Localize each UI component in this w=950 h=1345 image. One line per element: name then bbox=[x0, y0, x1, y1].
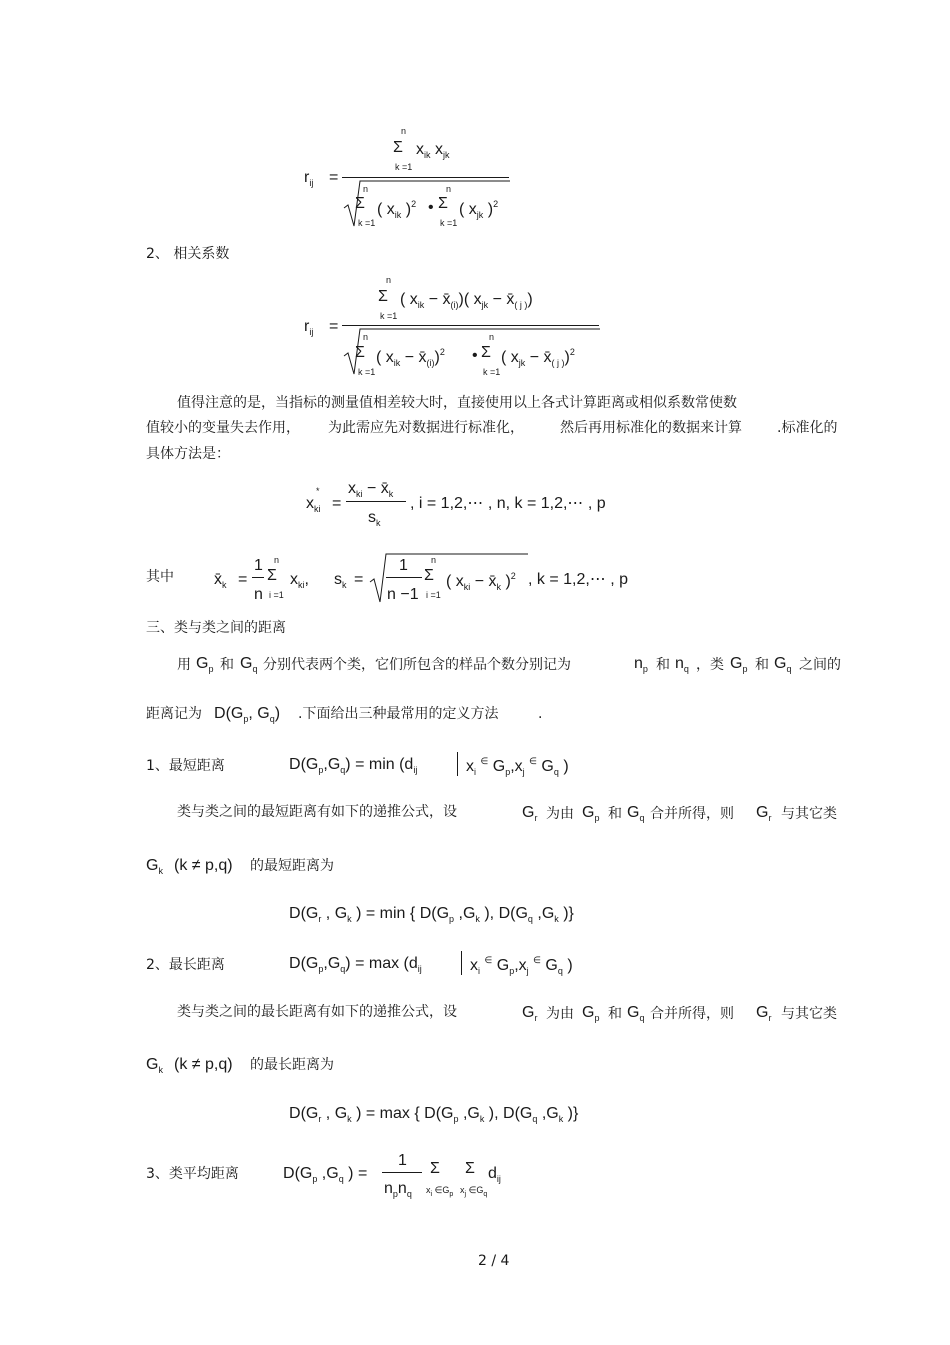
sum-upper-limit: n bbox=[446, 184, 452, 194]
heading-longest-distance: 2、最长距离 bbox=[146, 957, 225, 973]
text-fragment: . bbox=[538, 706, 543, 722]
mean-rhs: $x_{ki}$, bbox=[290, 571, 309, 590]
std-denominator: $s_k$ bbox=[368, 509, 381, 528]
sum-upper-limit: n bbox=[386, 275, 392, 285]
sum-icon: Σ bbox=[378, 288, 388, 305]
math-gq: $G_q$ bbox=[774, 655, 792, 674]
sum-upper-limit: n bbox=[489, 332, 495, 342]
sum-upper-limit: n bbox=[431, 555, 437, 565]
sum-lower-limit: k =1 bbox=[395, 162, 413, 172]
text-fragment: 的最长距离为 bbox=[250, 1057, 334, 1073]
fraction-bar bbox=[252, 577, 264, 578]
sum-lower-limit: k =1 bbox=[440, 218, 458, 228]
page-number: 2 / 4 bbox=[478, 1253, 510, 1269]
heading-average-distance: 3、类平均距离 bbox=[146, 1166, 239, 1182]
sum-icon: Σ bbox=[430, 1160, 440, 1177]
sum-icon: Σ bbox=[355, 344, 365, 361]
std-numerator: $x_{ki}$ − $x̄_k$ bbox=[348, 480, 394, 499]
label-where: 其中 bbox=[146, 569, 174, 585]
text-fragment: 和 bbox=[220, 657, 234, 673]
math-gq: $G_q$ bbox=[627, 804, 645, 823]
sum-lower-limit: i =1 bbox=[269, 590, 284, 600]
sd-lhs: $s_k$ bbox=[334, 571, 347, 590]
fraction-bar bbox=[382, 1172, 422, 1173]
math-d-gp-gq: $D(G_p,G_q) = \max (d_{ij}$ bbox=[289, 955, 422, 974]
fraction-bar bbox=[346, 501, 406, 502]
sum-lower-limit: $x_i$ $\in G_p$ bbox=[426, 1185, 454, 1198]
sum-icon: Σ bbox=[465, 1160, 475, 1177]
dot-operator: • bbox=[428, 199, 434, 216]
text-fragment: 合并所得，则 bbox=[650, 1006, 734, 1022]
sum-icon: Σ bbox=[481, 344, 491, 361]
text-fragment: 之间的 bbox=[799, 657, 841, 673]
divider bbox=[461, 951, 462, 975]
fraction-one: 1 bbox=[398, 1152, 407, 1169]
text-fragment: 和 bbox=[608, 1006, 622, 1022]
text-fragment: 分别代表两个类，它们所包含的样品个数分别记为 bbox=[263, 657, 571, 673]
fraction-npnq: $n_pn_q$ bbox=[384, 1180, 412, 1199]
sum-icon: Σ bbox=[438, 195, 448, 212]
paragraph-note-line-2d: .标准化的 bbox=[777, 420, 838, 436]
math-condition: $x_i$ ∈ $G_p,x_j$ ∈ $G_q$ ) bbox=[466, 756, 569, 777]
paragraph-note-line-1: 值得注意的是，当指标的测量值相差较大时，直接使用以上各式计算距离或相似系数常使数 bbox=[177, 395, 737, 411]
sum-icon: Σ bbox=[355, 195, 365, 212]
sum-icon: Σ bbox=[424, 567, 434, 584]
math-gp: $G_p$ bbox=[582, 1004, 600, 1023]
text-fragment: 和 bbox=[755, 657, 769, 673]
text-fragment: 类与类之间的最长距离有如下的递推公式，设 bbox=[177, 1004, 457, 1020]
equals-sign: = bbox=[332, 495, 342, 512]
text-fragment: .下面给出三种最常用的定义方法 bbox=[298, 706, 499, 722]
sum-lower-limit: k =1 bbox=[358, 218, 376, 228]
math-gr: $G_r$ bbox=[756, 1004, 772, 1023]
fraction-one: 1 bbox=[254, 557, 263, 574]
section-heading-cluster-distance: 三、类与类之间的距离 bbox=[146, 620, 286, 636]
sum-lower-limit: k =1 bbox=[483, 367, 501, 377]
text-fragment: 距离记为 bbox=[146, 706, 202, 722]
paragraph-note-line-2a: 值较小的变量失去作用， bbox=[146, 420, 300, 436]
equals-sign: = bbox=[329, 169, 339, 186]
star-mark: * bbox=[316, 486, 320, 496]
formula-min-recursion: $D(G_r$ , $G_k$ ) = min { $D(G_p$ $,G_k$ ), $D(G_q$ $,G_k$ )} bbox=[289, 905, 574, 924]
text-fragment: 和 bbox=[656, 657, 670, 673]
text-fragment: 与其它类 bbox=[781, 1006, 837, 1022]
math-nq: $n_q$ bbox=[675, 655, 689, 674]
fraction-bar bbox=[386, 577, 422, 578]
math-k-neq-pq: (k ≠ p,q) bbox=[174, 857, 233, 874]
math-gr: $G_r$ bbox=[756, 804, 772, 823]
math-gp: $G_p$ bbox=[730, 655, 748, 674]
numerator-term: ( $x_{ik}$ − $x̄_{(i)}$)( $x_{jk}$ − $x̄_{( j )}$) bbox=[400, 291, 533, 310]
sum-upper-limit: n bbox=[274, 555, 280, 565]
std-index-range: , i = 1,2,⋯ , n, k = 1,2,⋯ , p bbox=[410, 495, 606, 512]
math-gq: $G_q$ bbox=[240, 655, 258, 674]
sd-rhs: ( $x_{ki}$ − $x̄_k$ )$^2$ bbox=[446, 571, 516, 592]
sum-upper-limit: n bbox=[401, 126, 407, 136]
sum-lower-limit: i =1 bbox=[426, 590, 441, 600]
fraction-n: n bbox=[254, 586, 263, 603]
math-gp: $G_p$ bbox=[582, 804, 600, 823]
paragraph-note-line-2c: 然后再用标准化的数据来计算 bbox=[560, 420, 742, 436]
text-fragment: 类与类之间的最短距离有如下的递推公式，设 bbox=[177, 804, 457, 820]
math-condition: $x_i$ ∈ $G_p,x_j$ ∈ $G_q$ ) bbox=[470, 955, 573, 976]
text-fragment: 为由 bbox=[546, 806, 574, 822]
math-d-gp-gq: $D(G_p$, $G_q$) bbox=[214, 705, 281, 724]
math-np: $n_p$ bbox=[634, 655, 648, 674]
denominator-term-1: ( $x_{ik}$ )$^2$ bbox=[377, 199, 417, 220]
mean-lhs: $x̄_k$ bbox=[214, 571, 227, 590]
dot-operator: • bbox=[472, 347, 478, 364]
sum-icon: Σ bbox=[267, 567, 277, 584]
sum-lower-limit: k =1 bbox=[358, 367, 376, 377]
paragraph-note-line-3: 具体方法是： bbox=[146, 446, 230, 462]
numerator-term: $x_{ik}$ $x_{jk}$ bbox=[416, 141, 450, 160]
section-heading-correlation: 2、 相关系数 bbox=[146, 246, 230, 262]
denominator-term-2: ( $x_{jk}$ )$^2$ bbox=[459, 199, 499, 220]
text-fragment: 和 bbox=[608, 806, 622, 822]
math-gr: $G_r$ bbox=[522, 804, 538, 823]
formula-max-recursion: $D(G_r$ , $G_k$ ) = max { $D(G_p$ $,G_k$ ), $D(G_q$ $,G_k$ )} bbox=[289, 1105, 579, 1124]
denominator-term-2: ( $x_{jk}$ − $x̄_{( j )})^2$ bbox=[501, 347, 575, 368]
text-fragment: 合并所得，则 bbox=[650, 806, 734, 822]
heading-shortest-distance: 1、最短距离 bbox=[146, 758, 225, 774]
math-gq: $G_q$ bbox=[627, 1004, 645, 1023]
x-star-ki: $x_{ki}$ bbox=[306, 495, 321, 514]
math-gk: $G_k$ bbox=[146, 1056, 163, 1075]
math-gp: $G_p$ bbox=[196, 655, 214, 674]
math-d-gp-gq: $D(G_p$ $,G_q$ ) = bbox=[283, 1165, 368, 1184]
text-fragment: ，类 bbox=[696, 657, 724, 673]
equals-sign: = bbox=[354, 571, 364, 588]
equals-sign: = bbox=[238, 571, 248, 588]
text-fragment: 用 bbox=[177, 657, 191, 673]
math-gk: $G_k$ bbox=[146, 857, 163, 876]
fraction-n-minus-1: n −1 bbox=[387, 586, 419, 603]
math-d-gp-gq: $D(G_p,G_q) = \min (d_{ij}$ bbox=[289, 756, 418, 775]
text-fragment: 与其它类 bbox=[781, 806, 837, 822]
paragraph-note-line-2b: 为此需应先对数据进行标准化， bbox=[328, 420, 524, 436]
divider bbox=[457, 752, 458, 776]
sum-icon: Σ bbox=[393, 139, 403, 156]
math-gr: $G_r$ bbox=[522, 1004, 538, 1023]
sum-lower-limit: $x_j$ $\in G_q$ bbox=[460, 1185, 488, 1198]
math-dij: $d_{ij}$ bbox=[488, 1165, 501, 1184]
sum-lower-limit: k =1 bbox=[380, 311, 398, 321]
equals-sign: = bbox=[329, 318, 339, 335]
r-ij-label: $r_{ij}$ bbox=[304, 318, 314, 337]
sum-upper-limit: n bbox=[363, 184, 369, 194]
text-fragment: 的最短距离为 bbox=[250, 858, 334, 874]
math-k-neq-pq: (k ≠ p,q) bbox=[174, 1056, 233, 1073]
r-ij-label: $r_{ij}$ bbox=[304, 169, 314, 188]
text-fragment: 为由 bbox=[546, 1006, 574, 1022]
sd-index-range: , k = 1,2,⋯ , p bbox=[528, 571, 629, 588]
fraction-one: 1 bbox=[399, 557, 408, 574]
sum-upper-limit: n bbox=[363, 332, 369, 342]
denominator-term-1: ( $x_{ik}$ − $x̄_{(i)})^2$ bbox=[376, 347, 445, 368]
